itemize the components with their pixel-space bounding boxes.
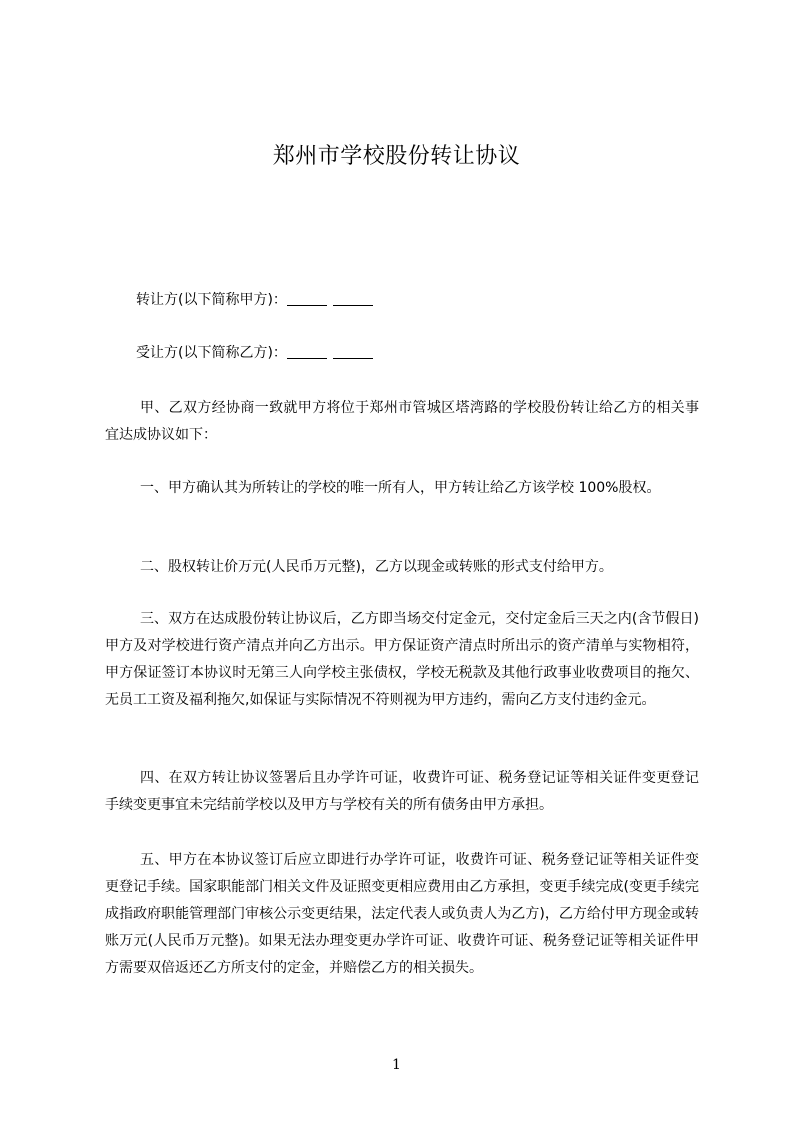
transferor-blank-1 bbox=[287, 291, 327, 306]
clause-4: 四、在双方转让协议签署后且办学许可证，收费许可证、税务登记证等相关证件变更登记手续变更事宜未完结前学校以及甲方与学校有关的所有债务由甲方承担。 bbox=[105, 770, 699, 813]
transferee-field bbox=[136, 343, 379, 363]
transferor-blank-2 bbox=[333, 291, 373, 306]
transferor-field bbox=[136, 290, 379, 310]
transferee-blank-1 bbox=[287, 344, 327, 359]
transferor-label: 转让方(以下简称甲方)： bbox=[136, 292, 287, 308]
document-title: 郑州市学校股份转让协议 bbox=[272, 144, 521, 169]
clause-3: 三、双方在达成股份转让协议后，乙方即当场交付定金元，交付定金后三天之内(含节假日)甲方及对学校进行资产清点并向乙方出示。甲方保证资产清点时所出示的资产清单与实物相符，甲方保证签订本协议时无第三人向学校主张债权，学校无税款及其他行政事业收费项目的拖欠、无员工工资及福利拖欠,如保证与实际情况不符则视为甲方违约，需向乙方支付违约金元。 bbox=[105, 611, 699, 708]
clause-5: 五、甲方在本协议签订后应立即进行办学许可证，收费许可证、税务登记证等相关证件变更登记手续。国家职能部门相关文件及证照变更相应费用由乙方承担，变更手续完成(变更手续完成指政府职能管理部门审核公示变更结果，法定代表人或负责人为乙方)，乙方给付甲方现金或转账万元(人民币万元整)。如果无法办理变更办学许可证、收费许可证、税务登记证等相关证件甲方需要双倍返还乙方所支付的定金，并赔偿乙方的相关损失。 bbox=[105, 852, 699, 976]
clause-2: 二、股权转让价万元(人民币万元整)，乙方以现金或转账的形式支付给甲方。 bbox=[140, 559, 613, 575]
clause-1: 一、甲方确认其为所转让的学校的唯一所有人，甲方转让给乙方该学校 100%股权。 bbox=[140, 480, 661, 496]
page-number: 1 bbox=[392, 1057, 401, 1073]
transferee-label: 受让方(以下简称乙方)： bbox=[136, 345, 287, 361]
preamble-paragraph: 甲、乙双方经协商一致就甲方将位于郑州市管城区塔湾路的学校股份转让给乙方的相关事宜达成协议如下： bbox=[105, 400, 699, 443]
transferee-blank-2 bbox=[333, 344, 373, 359]
